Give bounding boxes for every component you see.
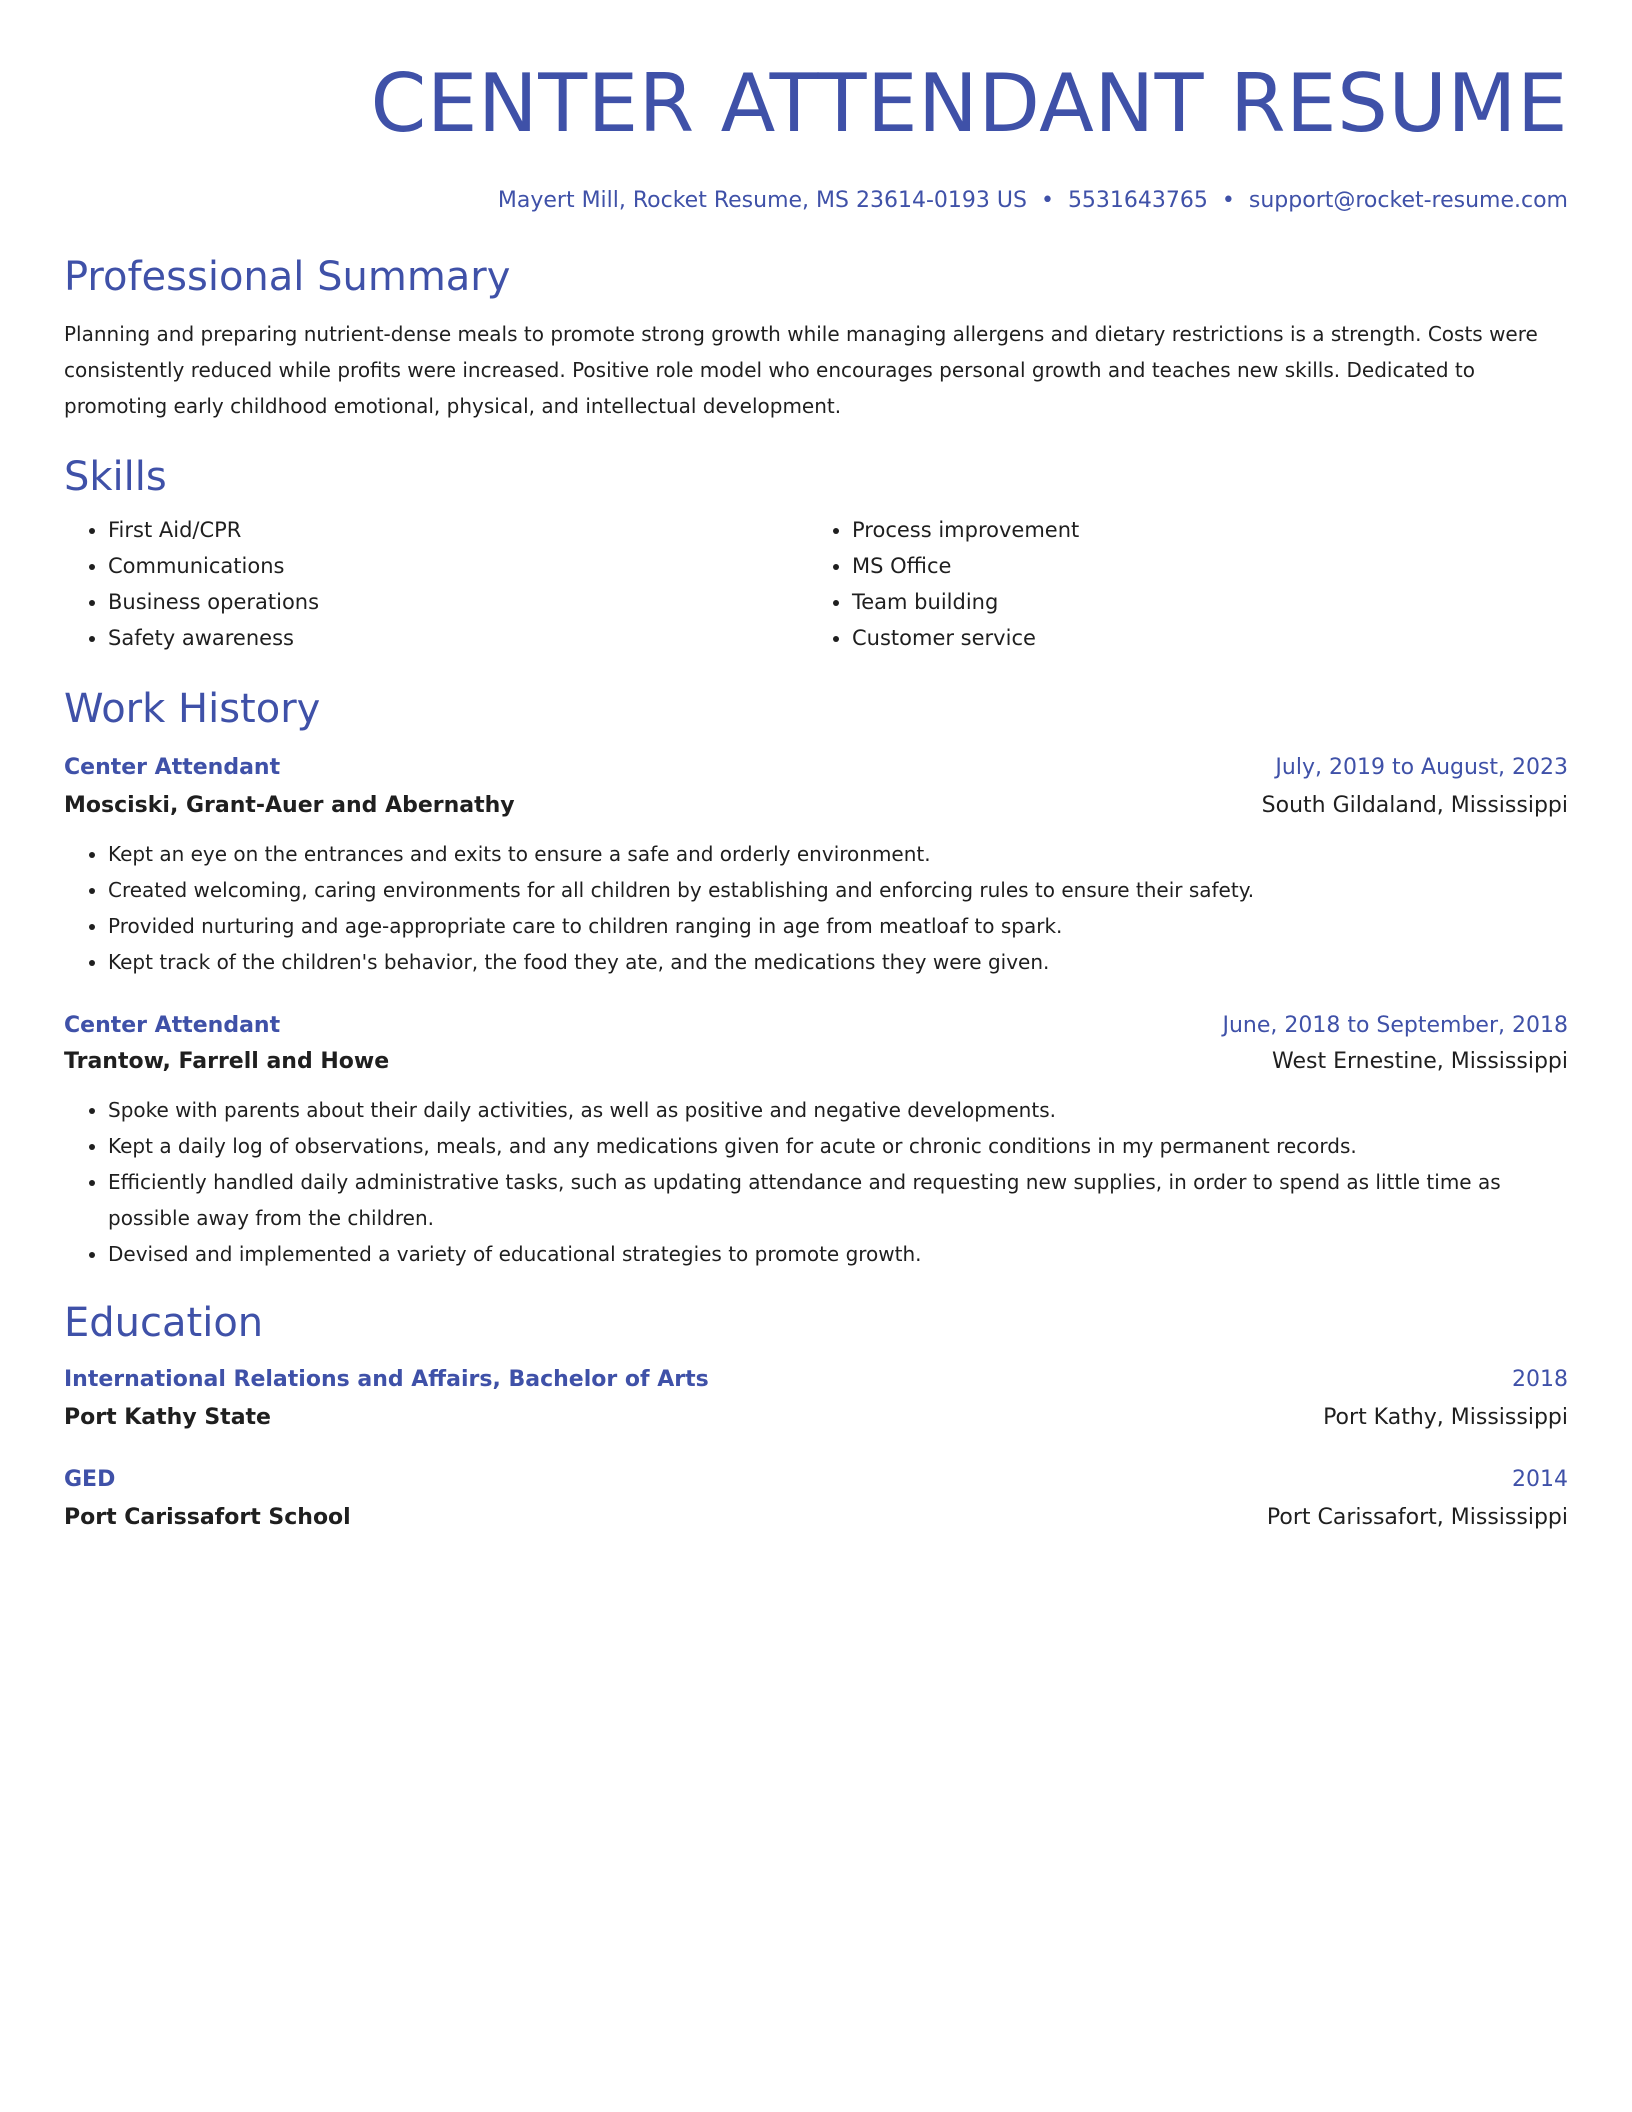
skills-column-right	[808, 512, 1568, 656]
education-location: Port Kathy, Mississippi	[1323, 1405, 1568, 1430]
section-title-summary: Professional Summary	[64, 254, 511, 300]
job-entry	[64, 1010, 1568, 1272]
job-bullet: • Kept an eye on the entrances and exits to ensure a safe and orderly environment.	[108, 836, 1568, 872]
job-bullets	[64, 836, 1568, 980]
job-bullet: • Efficiently handled daily administrative tasks, such as updating attendance and requesting new supplies, in order to spend as little time as possible away from the children.	[108, 1164, 1568, 1236]
skill-item: • Communications	[108, 548, 808, 584]
education-year: 2014	[1512, 1467, 1568, 1492]
job-bullets	[64, 1092, 1568, 1272]
education-entry	[64, 1464, 1568, 1534]
job-employer: Mosciski, Grant-Auer and Abernathy	[64, 793, 515, 818]
education-school: Port Carissafort School	[64, 1505, 351, 1530]
education-header-row	[64, 1364, 1568, 1396]
contact-phone: 5531643765	[1067, 188, 1208, 213]
summary-section	[64, 252, 1568, 424]
skills-section	[64, 452, 1568, 656]
education-entry	[64, 1364, 1568, 1434]
job-dates: June, 2018 to September, 2018	[1222, 1013, 1568, 1038]
contact-separator: •	[1040, 188, 1054, 213]
section-title-work-history: Work History	[64, 686, 321, 732]
job-dates: July, 2019 to August, 2023	[1275, 755, 1568, 780]
education-header-row	[64, 1464, 1568, 1496]
job-bullet: • Devised and implemented a variety of educational strategies to promote growth.	[108, 1236, 1568, 1272]
contact-line	[64, 186, 1568, 216]
education-school: Port Kathy State	[64, 1405, 271, 1430]
job-bullet: • Provided nurturing and age-appropriate care to children ranging in age from meatloaf to spark.	[108, 908, 1568, 944]
job-employer-row	[64, 790, 1568, 822]
job-title: Center Attendant	[64, 755, 281, 780]
skills-column-left	[64, 512, 808, 656]
summary-text: Planning and preparing nutrient-dense meals to promote strong growth while managing allergens and dietary restrictions is a strength. Costs were consistently reduced while profits were increased. Positive role model who encourages personal growth and teaches new skills. Dedicated to promoting early childhood emotional, physical, and intellectual development.	[64, 322, 1538, 418]
skill-item: • Business operations	[108, 584, 808, 620]
skill-item: • Safety awareness	[108, 620, 808, 656]
section-title-skills: Skills	[64, 454, 167, 500]
job-title: Center Attendant	[64, 1013, 281, 1038]
skills-grid	[64, 512, 1568, 656]
contact-separator: •	[1221, 188, 1235, 213]
job-employer: Trantow, Farrell and Howe	[64, 1049, 390, 1074]
skill-item: • MS Office	[852, 548, 1568, 584]
job-location: West Ernestine, Mississippi	[1272, 1049, 1568, 1074]
education-school-row	[64, 1502, 1568, 1534]
job-entry	[64, 752, 1568, 980]
job-bullet: • Created welcoming, caring environments for all children by establishing and enforcing rules to ensure their safety.	[108, 872, 1568, 908]
job-employer-row	[64, 1046, 1568, 1078]
resume-title: CENTER ATTENDANT RESUME	[370, 57, 1568, 150]
skill-item: • Process improvement	[852, 512, 1568, 548]
education-year: 2018	[1512, 1367, 1568, 1392]
work-history-section	[64, 684, 1568, 1272]
contact-email: support@rocket-resume.com	[1248, 188, 1568, 213]
job-bullet: • Kept track of the children's behavior, the food they ate, and the medications they were given.	[108, 944, 1568, 980]
job-bullet: • Kept a daily log of observations, meals, and any medications given for acute or chronic conditions in my permanent records.	[108, 1128, 1568, 1164]
job-header-row	[64, 1010, 1568, 1042]
education-degree: GED	[64, 1467, 116, 1492]
job-header-row	[64, 752, 1568, 784]
skill-item: • First Aid/CPR	[108, 512, 808, 548]
contact-address: Mayert Mill, Rocket Resume, MS 23614-0193 US	[497, 188, 1027, 213]
job-location: South Gildaland, Mississippi	[1261, 793, 1568, 818]
section-title-education: Education	[64, 1300, 264, 1346]
resume-header	[64, 56, 1568, 216]
job-bullet: • Spoke with parents about their daily activities, as well as positive and negative developments.	[108, 1092, 1568, 1128]
education-school-row	[64, 1402, 1568, 1434]
skill-item: • Team building	[852, 584, 1568, 620]
skill-item: • Customer service	[852, 620, 1568, 656]
education-location: Port Carissafort, Mississippi	[1266, 1505, 1568, 1530]
education-section	[64, 1298, 1568, 1534]
education-degree: International Relations and Affairs, Bachelor of Arts	[64, 1367, 709, 1392]
